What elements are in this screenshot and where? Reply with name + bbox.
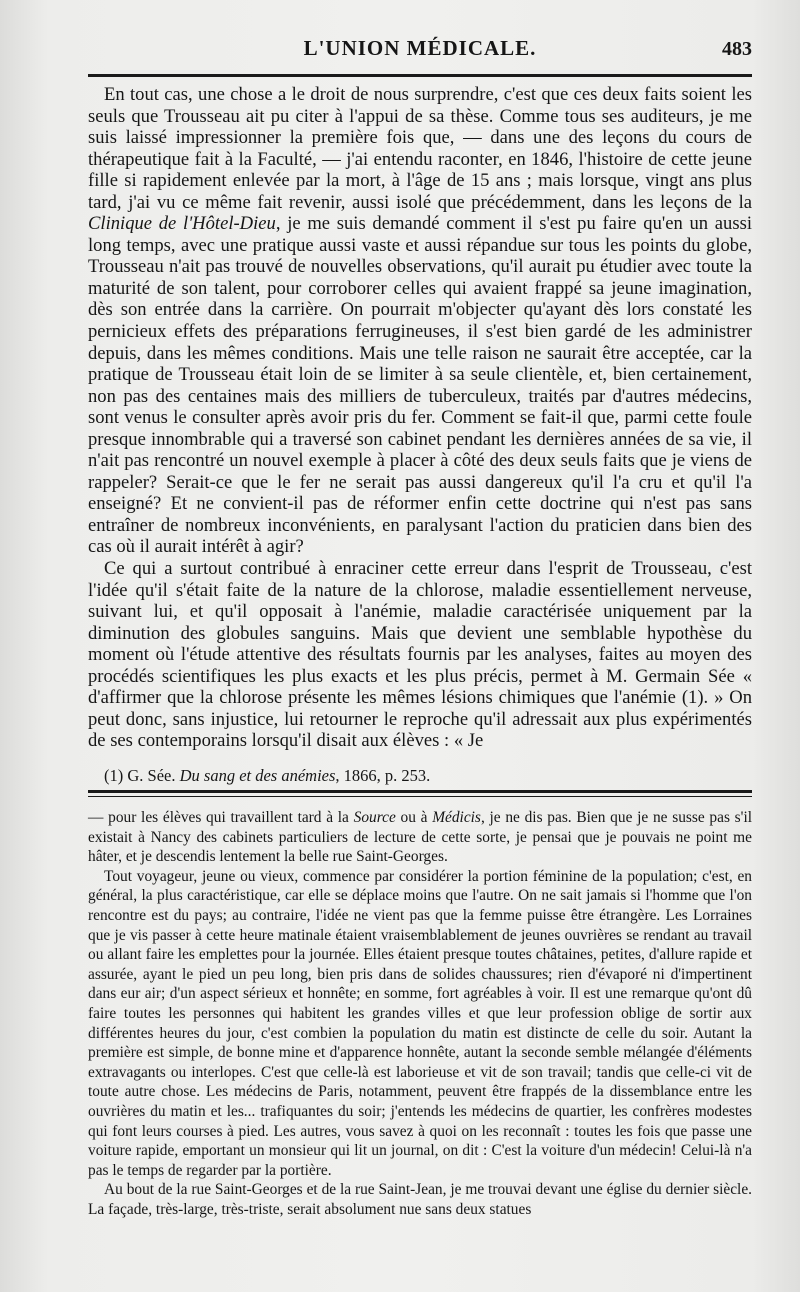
feuilleton-paragraph: Tout voyageur, jeune ou vieux, commence par considérer la portion féminine de la population; c'est, en général, la plus caractéristique, car elle se déplace moins que l'autre. On ne sait jamais si l'homme que l'on rencontre est du pays; au contraire, l'idée ne vient pas que la femme puisse être étrangère. Les Lorraines que je vis passer à cette heure matinale étaient vraisemblablement de jeunes ouvrières se rendant au travail ou allant faire les emplettes pour la journée. Elles étaient presque toutes châtaines, petites, d'allure rapide et assurée, ayant le pied un peu long, bien pris dans de solides chaussures; rien d'évaporé ni d'impertinent dans eur air; d'un aspect sérieux et honnête; en somme, fort agréables à voir. Il est une remarque qu'ont dû faire toutes les personnes qui habitent les grandes villes et que leur profession oblige de sortir aux différentes heures du jour, c'est combien la population du matin est distincte de celle du soir. Autant la première est simple, de bonne mine et d'apparence honnête, autant la seconde semble mélangée d'éléments extravagants ou interlopes. C'est que celle-là est laborieuse et vit de son travail; tandis que celle-ci vit de toute autre chose. Les médecins de Paris, notamment, peuvent être frappés de la dissemblance entre les ouvrières du matin et les... trafiquantes du soir; j'entends les médecins de quartier, les confrères modestes qui font leurs courses à pied. Les autres, vous savez à quoi on les reconnaît : toutes les fois que passe une voiture rapide, emportant un monsieur qui lit un journal, on dit : C'est la voiture d'un médecin! Celui-là n'a pas le temps de regarder par la portière. <box>88 867 752 1179</box>
footnote-title: Du sang et des anémies <box>179 766 336 785</box>
paragraph-text: En tout cas, une chose a le droit de nous surprendre, c'est que ces deux faits soient les seuls que Trousseau ait pu citer à l'appui de sa thèse. Comme tous ses auditeurs, je me suis laissé impressionner la première fois que, — dans une des leçons du cours de thérapeutique fait à la Faculté, — j'ai entendu raconter, en 1846, l'histoire de cette jeune fille si rapidement enlevée par la mort, à l'âge de 15 ans ; mais lorsque, vingt ans plus tard, j'ai vu ce même fait revenir, aussi isolé que précédemment, dans les leçons de la <box>88 84 752 213</box>
header-rule <box>88 74 752 77</box>
feuilleton-section <box>88 808 752 1219</box>
paragraph-text: , je me suis demandé comment il s'est pu faire qu'en un aussi long temps, avec une pratique aussi vaste et aussi répandue sur tous les points du globe, Trousseau n'ait pas trouvé de nouvelles observations, qu'il aurait pu étudier avec toute la maturité de son talent, pour corroborer celles qui avaient frappé sa jeune imagination, dès son entrée dans la carrière. On pourrait m'objecter qu'ayant dès lors constaté les pernicieux effets des préparations ferrugineuses, il s'est bien gardé de les administrer depuis, dans les mêmes conditions. Mais une telle raison ne saurait être acceptée, car la pratique de Trousseau était loin de se limiter à sa seule clientèle, et, bien certainement, non pas des centaines mais des milliers de tuberculeux, traités par d'autres médecins, sont venus le consulter après avoir pris du fer. Comment se fait-il que, parmi cette foule presque innombrable qui a traversé son cabinet pendant les dernières années de sa vie, il n'ait pas rencontré un nouvel exemple à placer à côté des deux seuls faits que je viens de rappeler? Serait-ce que le fer ne serait pas aussi dangereux qu'il l'a cru et qu'il l'a enseigné? Et ne convient-il pas de réformer enfin cette doctrine qui n'est pas sans entraîner de nombreux inconvénients, en paralysant l'action du praticien dans bien des cas où il aurait intérêt à agir? <box>88 213 752 558</box>
separator-rule-thin <box>88 796 752 797</box>
separator-rule <box>88 790 752 793</box>
feuilleton-paragraph <box>88 808 752 867</box>
italic-word: Source <box>353 809 396 826</box>
footnote-marker: (1) G. Sée. <box>104 766 180 785</box>
footnote <box>88 766 752 786</box>
italic-word: Médicis <box>432 809 481 826</box>
article-paragraph: Ce qui a surtout contribué à enraciner cette erreur dans l'esprit de Trousseau, c'est l'idée qu'il s'était faite de la nature de la chlorose, maladie essentiellement nerveuse, suivant lui, et qu'il opposait à l'anémie, maladie caractérisée uniquement par la diminution des globules sanguins. Mais que devient une semblable hypothèse du moment où l'étude attentive des résultats fournis par les analyses, faites au moyen des procédés scientifiques les plus exacts et les plus précis, permet à M. Germain Sée « d'affirmer que la chlorose présente les mêmes lésions chimiques que l'anémie (1). » On peut donc, sans injustice, lui retourner le reproche qu'il adressait aux plus expérimentés de ses contemporains lorsqu'il disait aux élèves : « Je <box>88 558 752 752</box>
page-number: 483 <box>722 38 752 60</box>
main-article <box>88 84 752 752</box>
page-header <box>88 36 752 66</box>
running-title: L'UNION MÉDICALE. <box>303 36 537 60</box>
italic-title: Clinique de l'Hôtel-Dieu <box>88 213 276 235</box>
paragraph-text: , je ne dis pas. Bien que je ne susse pas s'il existait à Nancy des cabinets particuliers de lecture de cette sorte, je pensai que je pouvais ne point me hâter, et je descendis lentement la belle rue Saint-Georges. <box>88 809 752 866</box>
footnote-rest: , 1866, p. 253. <box>335 766 431 785</box>
article-paragraph <box>88 84 752 558</box>
paragraph-text: — pour les élèves qui travaillent tard à la <box>88 809 354 826</box>
feuilleton-paragraph: Au bout de la rue Saint-Georges et de la rue Saint-Jean, je me trouvai devant une église du dernier siècle. La façade, très-large, très-triste, serait absolument nue sans deux statues <box>88 1181 752 1218</box>
paragraph-text: ou à <box>395 809 433 826</box>
